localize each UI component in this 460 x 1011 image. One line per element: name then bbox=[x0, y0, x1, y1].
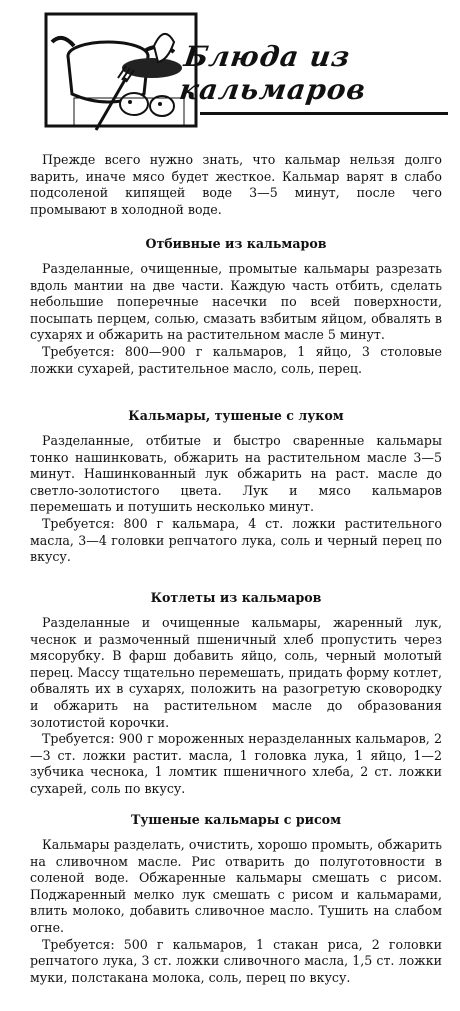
recipe-text: Разделанные, отбитые и быстро сваренные кальмары тонко нашинковать, обжарить на растительном масле 3—5 минут. Нашинкованный лук обжарить на раст. масле до светло-золотистого цвета. Лук и мясо кальмаров перемешать и потушить несколько минут. bbox=[30, 433, 442, 515]
recipe-title: Отбивные из кальмаров bbox=[145, 236, 327, 251]
recipe-title: Кальмары, тушеные с луком bbox=[128, 408, 344, 423]
recipe-section bbox=[30, 236, 442, 377]
header bbox=[0, 0, 460, 140]
recipe-text: Кальмары разделать, очистить, хорошо промыть, обжарить на сливочном масле. Рис отварить до полуготовности в соленой воде. Обжаренные кальмары смешать с рисом. Поджаренный мелко лук смешать с рисом и кальмарами, влить молоко, добавить сливочное масло. Тушить на слабом огне. bbox=[30, 837, 442, 935]
recipe-section bbox=[30, 590, 442, 798]
recipe-ingredients: Требуется: 500 г кальмаров, 1 стакан риса, 2 головки репчатого лука, 3 ст. ложки сливочного масла, 1,5 ст. ложки муки, полстакана молока, соль, перец по вкусу. bbox=[30, 936, 442, 985]
recipe-section bbox=[30, 812, 442, 986]
recipe-title: Тушеные кальмары с рисом bbox=[130, 812, 342, 827]
recipe-section bbox=[30, 408, 442, 566]
recipe-ingredients: Требуется: 900 г мороженных неразделанных кальмаров, 2—3 ст. ложки растит. масла, 1 головка лука, 1 яйцо, 1—2 зубчика чеснока, 1 ломтик пшеничного хлеба, 2 ст. ложки сухарей, соль по вкусу. bbox=[30, 731, 442, 796]
recipe-text: Разделанные и очищенные кальмары, жаренный лук, чеснок и размоченный пшеничный хлеб пропустить через мясорубку. В фарш добавить яйцо, соль, черный молотый перец. Массу тщательно перемешать, придать форму котлет, обвалять их в сухарях, положить на разогретую сковородку и обжарить на растительном масле до образования золотистой корочки. bbox=[30, 615, 442, 730]
page-title: Блюда из кальмаров bbox=[177, 40, 369, 106]
header-rule bbox=[200, 112, 448, 115]
recipe-ingredients: Требуется: 800 г кальмара, 4 ст. ложки растительного масла, 3—4 головки репчатого лука, соль и черный перец по вкусу. bbox=[30, 515, 442, 565]
recipe-text: Разделанные, очищенные, промытые кальмары разрезать вдоль мантии на две части. Каждую часть отбить, сделать небольшие поперечные насечки по всей поверхности, посыпать перцем, солью, смазать взбитым яйцом, обвалять в сухарях и обжарить на растительном масле 5 минут. bbox=[30, 261, 442, 343]
recipe-ingredients: Требуется: 800—900 г кальмаров, 1 яйцо, 3 столовые ложки сухарей, растительное масло, соль, перец. bbox=[30, 343, 442, 376]
intro-text: Прежде всего нужно знать, что кальмар нельзя долго варить, иначе мясо будет жесткое. Кальмар варят в слабо подсоленой кипящей воде 3—5 минут, после чего промывают в холодной воде. bbox=[30, 152, 442, 217]
recipe-title: Котлеты из кальмаров bbox=[150, 590, 322, 605]
intro bbox=[30, 152, 442, 218]
